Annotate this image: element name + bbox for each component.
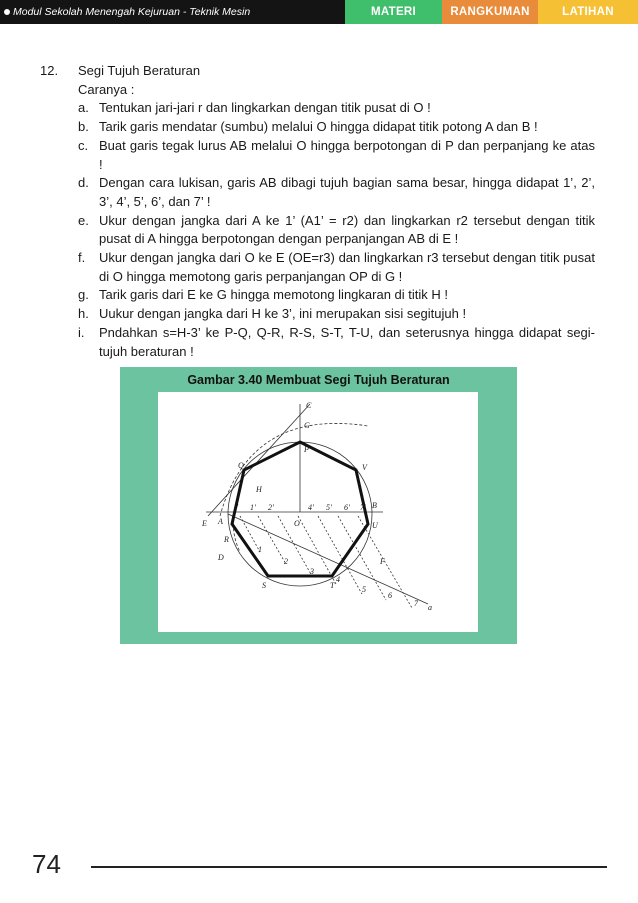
tab-latihan[interactable]: LATIHAN	[538, 0, 638, 24]
list-item	[78, 99, 595, 118]
division-label: 5	[362, 585, 366, 594]
division-label: 5'	[326, 503, 332, 512]
division-label: 1	[258, 545, 262, 554]
section-heading	[40, 62, 595, 81]
division-label: 1'	[250, 503, 256, 512]
step-letter: g.	[78, 287, 89, 303]
section-lead: Caranya :	[78, 81, 135, 97]
main-content	[40, 62, 595, 361]
step-text: Pndahkan s=H-3’ ke P-Q, Q-R, R-S, S-T, T-U, dan seterusnya hingga didapat segi-tujuh beraturan !	[99, 324, 595, 359]
top-bar	[0, 0, 638, 24]
list-item	[78, 174, 595, 211]
step-text: Buat garis tegak lurus AB melalui O hingga berpotongan di P dan perpanjang ke atas !	[99, 137, 595, 172]
list-item	[78, 137, 595, 174]
division-label: 4'	[308, 503, 314, 512]
point-label: a	[428, 603, 432, 612]
point-label: O	[294, 519, 300, 528]
point-label: Q	[238, 461, 244, 470]
steps-list	[78, 99, 595, 361]
step-letter: b.	[78, 119, 89, 135]
step-text: Tarik garis mendatar (sumbu) melalui O hingga didapat titik potong A dan B !	[99, 119, 538, 135]
point-label: S	[262, 581, 266, 590]
list-item	[78, 118, 595, 137]
bullet-icon	[4, 9, 10, 15]
step-letter: i.	[78, 324, 85, 340]
section-title: Segi Tujuh Beraturan	[78, 63, 201, 78]
step-text: Ukur dengan jangka dari O ke E (OE=r3) dan lingkarkan r3 tersebut dengan titik pusat di O hingga memotong garis perpanjangan OP di G !	[99, 250, 595, 284]
step-text: Tarik garis dari E ke G hingga memotong lingkaran di titik H !	[99, 287, 448, 303]
line-e-g	[208, 404, 310, 516]
list-item	[78, 286, 595, 305]
division-label: 3	[310, 567, 314, 576]
division-label: 6'	[344, 503, 350, 512]
point-label: E	[202, 519, 207, 528]
section-number: 12.	[40, 63, 59, 78]
division-label: 2	[284, 557, 288, 566]
point-label: D	[218, 553, 224, 562]
step-text: Dengan cara lukisan, garis AB dibagi tujuh bagian sama besar, hingga didapat 1’, 2’, 3’, 4’, 5’, 6’, dan 7’ !	[99, 175, 595, 209]
point-label: V	[362, 463, 367, 472]
heptagon-construction-drawing	[158, 392, 478, 632]
step-letter: c.	[78, 137, 89, 153]
step-text: Ukur dengan jangka dari A ke 1’ (A1’ = r2) dan lingkarkan r2 tersebut dengan titik pusat di A hingga berpotongan dengan perpanjangan AB di E !	[99, 212, 595, 247]
tab-rangkuman[interactable]: RANGKUMAN	[442, 0, 538, 24]
list-item	[78, 212, 595, 249]
list-item	[78, 324, 595, 361]
step-letter: a.	[78, 100, 89, 116]
page-number: 74	[32, 849, 61, 879]
footer-divider	[91, 866, 607, 868]
point-label: R	[224, 535, 229, 544]
division-label: 7	[414, 599, 418, 608]
step-text: Tentukan jari-jari r dan lingkarkan dengan titik pusat di O !	[99, 100, 431, 116]
division-label: 6	[388, 591, 392, 600]
point-label: H	[256, 485, 262, 494]
heptagon-construction-svg	[158, 392, 478, 632]
point-label: B	[372, 501, 377, 510]
step-letter: e.	[78, 212, 89, 228]
point-label: U	[372, 521, 378, 530]
point-label: T	[330, 581, 335, 590]
list-item	[78, 305, 595, 324]
division-label: 4	[336, 575, 340, 584]
division-label: 7'	[360, 503, 366, 512]
figure-box	[120, 367, 517, 644]
tab-materi[interactable]: MATERI	[345, 0, 442, 24]
point-label: P	[304, 445, 309, 454]
list-item	[78, 249, 595, 286]
point-label: A	[218, 517, 223, 526]
point-label: G	[304, 421, 310, 430]
breadcrumb-text: Modul Sekolah Menengah Kejuruan - Teknik Mesin	[13, 6, 251, 18]
step-text: Uukur dengan jangka dari H ke 3’, ini merupakan sisi segitujuh !	[99, 306, 467, 322]
division-label: 2'	[268, 503, 274, 512]
figure-caption: Gambar 3.40 Membuat Segi Tujuh Beraturan	[187, 373, 450, 387]
point-label: F	[380, 557, 385, 566]
point-label: C	[306, 401, 312, 410]
step-letter: f.	[78, 250, 86, 266]
breadcrumb	[0, 0, 345, 24]
step-letter: h.	[78, 306, 89, 322]
step-letter: d.	[78, 175, 89, 191]
